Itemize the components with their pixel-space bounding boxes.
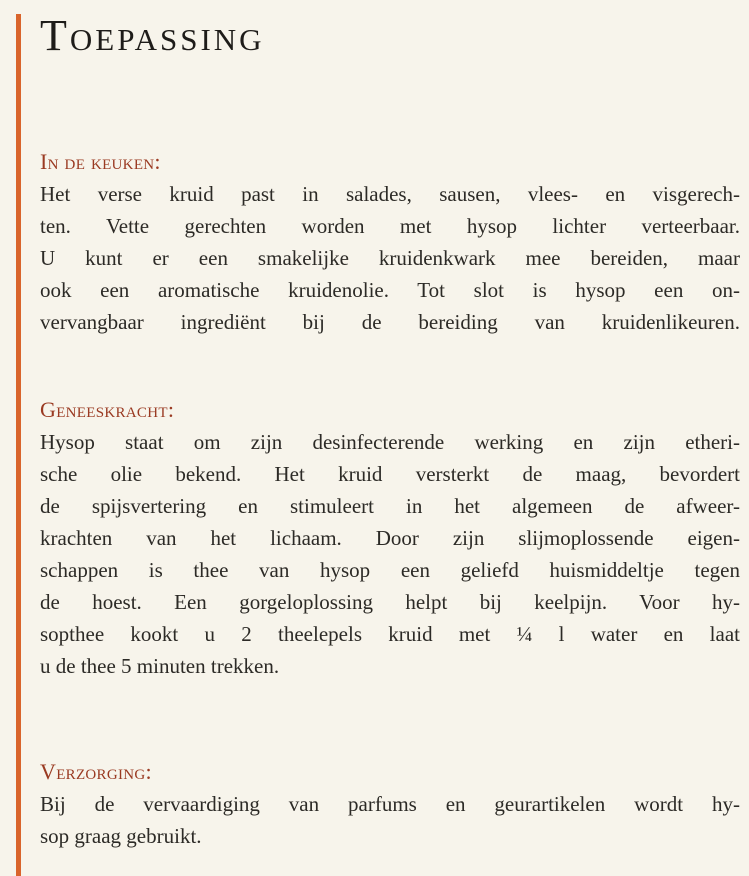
paragraph-line: U kunt er een smakelijke kruidenkwark mee bereiden, maar (40, 246, 740, 270)
section-heading: In de keuken: (40, 149, 161, 174)
section-geneeskracht (40, 394, 740, 682)
paragraph-line: vervangbaar ingrediënt bij de bereiding van kruidenlikeuren. (40, 310, 740, 334)
paragraph-line: de spijsvertering en stimuleert in het algemeen de afweer- (40, 494, 740, 518)
paragraph-line: Hysop staat om zijn desinfecterende werking en zijn etheri- (40, 430, 740, 454)
paragraph-line: schappen is thee van hysop een geliefd huismiddeltje tegen (40, 558, 740, 582)
paragraph-line-last: sop graag gebruikt. (40, 824, 202, 848)
paragraph-line: ten. Vette gerechten worden met hysop lichter verteerbaar. (40, 214, 740, 238)
paragraph-line: Het verse kruid past in salades, sausen, vlees- en visgerech- (40, 182, 740, 206)
page-title: Toepassing (40, 11, 265, 60)
paragraph-line: ook een aromatische kruidenolie. Tot slot is hysop een on- (40, 278, 740, 302)
section-heading: Verzorging: (40, 759, 152, 784)
paragraph-line: sopthee kookt u 2 theelepels kruid met ¼ l water en laat (40, 622, 740, 646)
section-heading: Geneeskracht: (40, 397, 175, 422)
paragraph-line: sche olie bekend. Het kruid versterkt de maag, bevordert (40, 462, 740, 486)
accent-bar (16, 14, 21, 876)
section-verzorging (40, 756, 740, 852)
section-in-de-keuken (40, 146, 740, 338)
paragraph-line-last: u de thee 5 minuten trekken. (40, 654, 280, 678)
paragraph-line: Bij de vervaardiging van parfums en geurartikelen wordt hy- (40, 792, 740, 816)
paragraph-line: de hoest. Een gorgeloplossing helpt bij keelpijn. Voor hy- (40, 590, 740, 614)
paragraph-line: krachten van het lichaam. Door zijn slijmoplossende eigen- (40, 526, 740, 550)
